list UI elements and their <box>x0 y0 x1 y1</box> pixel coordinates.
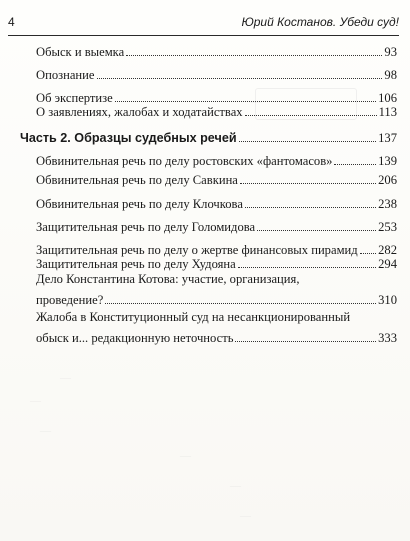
toc-entry-title: Защитительная речь по делу Голомидова <box>36 220 256 234</box>
bleed-through-text: — <box>250 96 261 108</box>
leader-dots <box>235 340 376 342</box>
bleed-through-text: — <box>240 510 251 522</box>
toc-entry[interactable] <box>36 68 397 83</box>
toc-entry-multiline[interactable] <box>36 272 397 308</box>
toc-entry-title: О заявлениях, жалобах и ходатайствах <box>36 105 243 119</box>
toc-entry-page: 106 <box>378 91 397 105</box>
toc-entry[interactable] <box>36 105 397 120</box>
toc-entry-page: 98 <box>384 68 397 82</box>
leader-dots <box>97 77 383 79</box>
leader-dots <box>105 302 376 304</box>
leader-dots <box>240 182 376 184</box>
toc-entry[interactable] <box>36 243 397 258</box>
toc-entry-second-line <box>36 331 397 346</box>
toc-part-heading[interactable] <box>20 131 397 146</box>
toc-entry-page: 310 <box>378 293 397 307</box>
toc-entry-page: 93 <box>384 45 397 59</box>
bleed-through-text: — <box>60 372 71 384</box>
leader-dots <box>257 229 376 231</box>
leader-dots <box>245 114 377 116</box>
toc-entry-page: 206 <box>378 173 397 187</box>
toc-entry-title: Опознание <box>36 68 95 82</box>
toc-entry[interactable] <box>36 197 397 212</box>
running-head: Юрий Костанов. Убеди суд! <box>241 15 399 29</box>
toc-entry-page: 238 <box>378 197 397 211</box>
toc-entry[interactable] <box>36 257 397 272</box>
toc-part-page: 137 <box>378 131 397 145</box>
toc-entry-title-line1: Жалоба в Конституционный суд на несанкционированный <box>36 310 351 324</box>
toc-entry[interactable] <box>36 45 397 60</box>
toc-entry-title-line2: обыск и... редакционную неточность <box>36 331 234 345</box>
toc-entry[interactable] <box>36 173 397 188</box>
toc-entry-title: Защитительная речь по делу о жертве финансовых пирамид <box>36 243 358 257</box>
toc-part-title: Часть 2. Образцы судебных речей <box>20 131 237 145</box>
toc-entry[interactable] <box>36 220 397 235</box>
toc-entry-page: 113 <box>378 105 397 119</box>
toc-entry-page: 253 <box>378 220 397 234</box>
toc-entry-multiline[interactable] <box>36 310 397 346</box>
toc-entry-title: Обвинительная речь по делу Клочкова <box>36 197 243 211</box>
toc-entry-page: 139 <box>378 154 397 168</box>
toc-entry-page: 333 <box>378 331 397 345</box>
toc-entry-title: Обвинительная речь по делу ростовских «фантомасов» <box>36 154 333 168</box>
toc-entry[interactable] <box>36 91 397 106</box>
leader-dots <box>126 54 382 56</box>
leader-dots <box>334 163 376 165</box>
bleed-through-text: — <box>230 480 241 492</box>
leader-dots <box>245 206 376 208</box>
toc-entry-second-line <box>36 293 397 308</box>
toc-entry-title: Защитительная речь по делу Худояна <box>36 257 236 271</box>
toc-entry-title-line1: Дело Константина Котова: участие, организация, <box>36 272 300 286</box>
leader-dots <box>238 266 376 268</box>
toc-entry-title: Обыск и выемка <box>36 45 125 59</box>
toc-entry-page: 294 <box>378 257 397 271</box>
leader-dots <box>115 100 376 102</box>
toc-entry-title: Обвинительная речь по делу Савкина <box>36 173 238 187</box>
toc-entry-page: 282 <box>378 243 397 257</box>
page-header <box>8 13 399 36</box>
bleed-through-text: — <box>30 395 41 407</box>
page-number: 4 <box>8 15 15 29</box>
bleed-through-text: — <box>40 425 51 437</box>
leader-dots <box>239 140 377 142</box>
toc-entry-title-line2: проведение? <box>36 293 104 307</box>
toc-entry[interactable] <box>36 154 397 169</box>
toc-entry-title: Об экспертизе <box>36 91 113 105</box>
bleed-through-text: — <box>180 450 191 462</box>
leader-dots <box>360 252 376 254</box>
